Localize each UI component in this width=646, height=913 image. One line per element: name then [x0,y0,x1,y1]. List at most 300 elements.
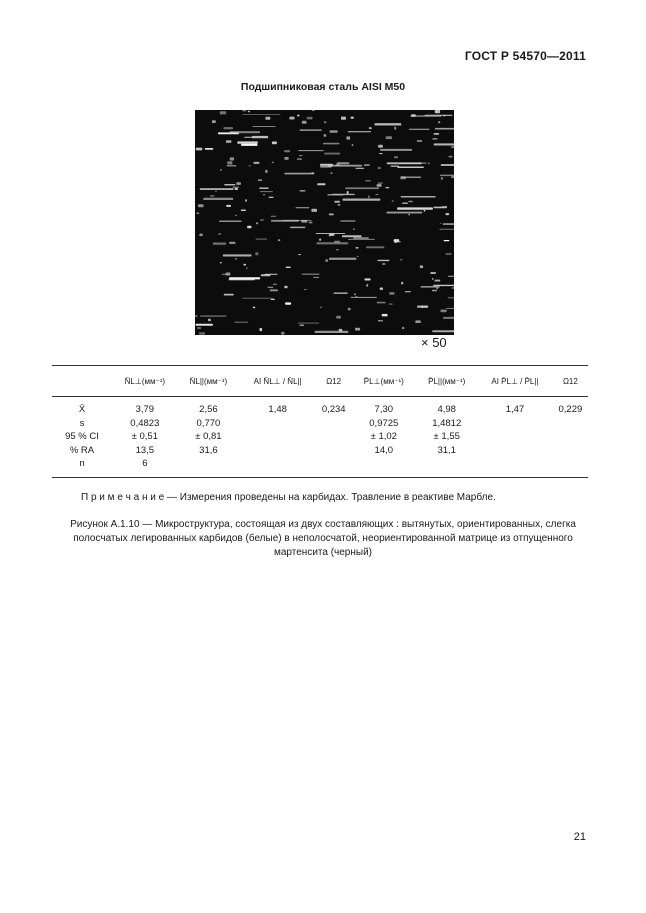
carbide-streak [284,173,314,175]
carbide-streak [278,239,281,241]
carbide-streak [433,285,454,286]
carbide-streak [338,204,341,205]
carbide-streak [348,131,371,132]
carbide-streak [273,284,277,285]
carbide-streak [394,156,398,158]
carbide-streak [347,191,349,194]
carbide-streak [447,297,454,298]
carbide-streak [237,141,258,143]
carbide-streak [220,169,222,171]
header-cell: P̄L⊥(мм⁻¹) [351,366,416,397]
carbide-streak [270,289,278,291]
carbide-streak [271,299,275,300]
carbide-streak [246,268,248,269]
table-row [52,457,588,477]
carbide-streak [451,146,454,148]
carbide-streak [269,197,274,198]
table-row [52,430,588,444]
carbide-streak [420,265,423,268]
carbide-streak [256,222,258,224]
carbide-streak [289,117,294,120]
row-label: X̄ [78,404,86,416]
carbide-streak [307,117,313,120]
carbide-streak [271,220,299,222]
carbide-streak [298,150,324,151]
carbide-streak [394,127,396,130]
carbide-streak [254,162,260,164]
carbide-streak [317,242,349,244]
carbide-streak [220,262,222,263]
header-cell: AI P̄L⊥ / P̄L|| [477,366,553,397]
table-cell [553,430,588,444]
table-cell: 3,79 [135,404,155,416]
carbide-streak [199,234,203,237]
header-cell: AI N̄L⊥ / N̄L|| [239,366,316,397]
carbide-streak [271,216,276,217]
magnification-label: × 50 [421,335,447,350]
carbide-streak [272,162,274,163]
carbide-streak [311,209,317,212]
carbide-streak [309,222,313,224]
table-cell: 0,229 [558,404,583,416]
carbide-streak [424,210,426,212]
table-cell [239,444,316,458]
table-cell [316,417,351,431]
carbide-streak [421,286,440,288]
carbide-streak [378,183,383,184]
carbide-streak [233,187,239,189]
carbide-streak [357,256,359,257]
carbide-streak [378,167,381,168]
table-row [52,417,588,431]
carbide-streak [226,273,231,276]
carbide-streak [354,293,356,295]
carbide-streak [313,277,319,278]
carbide-streak [196,213,199,214]
carbide-streak [236,182,241,185]
carbide-streak [368,195,370,198]
figure-caption: Рисунок А.1.10 — Микроструктура, состоящая из двух составляющих : вытянутых, ориентированных, слегка полосчатых легированных карбидов (белые) в неполосчатой, неориентированной матрице из отпущенного мартенсита (черный) [70,519,576,558]
header-cell: Ω12 [316,366,351,397]
carbide-streak [197,327,201,328]
carbide-streak [241,210,246,212]
carbide-streak [415,320,421,323]
table-cell: 6 [112,457,178,477]
carbide-streak [408,201,413,202]
carbide-streak [234,322,248,323]
carbide-streak [401,196,436,197]
carbide-streak [304,289,307,290]
carbide-streak [440,223,442,224]
carbide-streak [438,121,440,123]
carbide-streak [227,165,237,166]
carbide-streak [230,131,260,133]
carbide-streak [285,302,291,304]
table-row [52,397,588,417]
carbide-streak [369,127,372,129]
carbide-streak [440,175,454,177]
carbide-streak [286,267,291,268]
carbide-streak [441,164,454,166]
carbide-streak [334,241,340,243]
carbide-streak [443,317,454,319]
carbide-streak [223,127,233,129]
carbide-streak [199,332,205,334]
carbide-streak [235,215,237,216]
carbide-streak [332,194,355,195]
table-cell: 1,48 [268,404,287,416]
table-cell [316,444,351,458]
carbide-streak [378,320,383,322]
carbide-streak [330,130,338,132]
carbide-streak [345,187,379,189]
carbide-streak [252,126,275,127]
carbide-streak [300,129,322,131]
carbide-streak [334,292,348,294]
table-cell [316,457,351,477]
table-cell: 1,4812 [432,417,462,429]
carbide-streak [215,191,217,192]
carbide-streak [435,110,440,113]
carbide-streak [260,328,263,331]
table-cell: 13,5 [135,444,155,456]
carbide-streak [341,117,346,120]
carbide-streak [284,150,290,152]
carbide-streak [263,194,265,195]
carbide-streak [446,213,450,215]
table-cell: 4,98 [437,404,456,416]
carbide-streak [397,207,433,209]
table-cell [553,457,588,477]
carbide-streak [397,167,424,169]
table-cell [351,457,416,477]
carbide-streak [245,199,247,202]
carbide-streak [386,136,392,139]
carbide-streak [312,110,315,111]
carbide-streak [208,319,211,322]
carbide-streak [226,205,231,207]
carbide-streak [408,214,410,216]
carbide-streak [366,246,384,248]
carbide-streak [337,162,350,164]
header-cell: Ω12 [553,366,588,397]
carbide-streak [348,308,351,311]
table-cell [178,457,240,477]
carbide-streak [325,259,328,262]
carbide-streak [446,253,452,254]
table-cell [553,444,588,458]
table-cell [553,417,588,431]
carbide-streak [200,316,227,317]
carbide-streak [247,226,251,229]
carbide-streak [260,191,273,192]
carbide-streak [432,290,437,291]
carbide-streak [252,136,268,138]
table-cell [239,430,316,444]
header-cell: N̄L||(мм⁻¹) [178,366,240,397]
row-label: 95 % CI [65,431,99,443]
table-cell: ± 1,02 [370,431,397,443]
table-cell [477,417,553,431]
carbide-streak [382,314,388,317]
carbide-streak [452,287,454,289]
carbide-streak [218,233,221,234]
table-cell [477,430,553,444]
carbide-streak [402,327,405,329]
carbide-streak [394,239,400,242]
table-cell [239,457,316,477]
carbide-streak [229,279,255,280]
carbide-streak [196,148,203,151]
table-cell: 1,47 [505,404,525,416]
carbide-streak [297,115,300,117]
carbide-streak [259,188,269,189]
carbide-streak [298,323,320,324]
carbide-streak [300,190,306,191]
carbide-streak [320,307,322,308]
carbide-streak [284,157,288,160]
header-cell: N̄L⊥(мм⁻¹) [112,366,178,397]
carbide-streak [351,117,354,119]
row-label: % RA [69,444,95,456]
carbide-streak [253,307,256,309]
carbide-streak [442,206,448,207]
carbide-streak [400,176,406,179]
table-cell [416,457,477,477]
carbide-streak [205,148,214,150]
carbide-streak [226,140,232,143]
carbide-streak [380,149,412,151]
carbide-streak [212,120,216,123]
table-cell: 14,0 [374,444,394,456]
table-cell [239,417,316,431]
carbide-streak [255,252,258,255]
carbide-streak [389,304,393,305]
carbide-streak [353,229,355,230]
carbide-streak [329,258,356,260]
carbide-streak [224,294,234,296]
carbide-streak [343,199,381,201]
table-cell: ± 1,55 [433,431,460,443]
carbide-streak [451,176,454,178]
carbide-streak [444,240,450,241]
carbide-streak [382,263,385,265]
carbide-streak [248,111,250,113]
carbide-streak [432,278,434,280]
table-cell: 0,770 [196,417,221,429]
carbide-streak [336,316,341,319]
carbide-streak [379,153,383,154]
carbide-streak [355,328,360,331]
carbide-streak [355,247,358,249]
carbide-streak [449,156,453,158]
carbide-streak [300,325,305,326]
carbide-streak [265,117,270,120]
carbide-streak [302,274,320,275]
table-cell [477,444,553,458]
carbide-streak [297,158,302,159]
table-cell: 2,56 [199,404,218,416]
carbide-streak [336,249,339,250]
carbide-streak [432,138,437,140]
carbide-streak [258,180,262,181]
carbide-streak [272,142,277,145]
carbide-streak [203,198,233,200]
table-cell: 7,30 [374,404,394,416]
table-note: П р и м е ч а н и е — Измерения проведены на карбидах. Травление в реактиве Марбле. [81,492,496,503]
carbide-streak [195,315,197,317]
carbide-streak [435,280,441,282]
carbide-streak [235,188,238,190]
carbide-streak [402,203,408,204]
carbide-streak [302,121,307,124]
figure-title: Подшипниковая сталь AISI M50 [240,81,406,93]
header-cell [52,366,112,397]
carbide-streak [355,168,364,169]
table-cell: 0,234 [321,404,346,416]
carbide-streak [400,259,402,260]
carbide-streak [235,258,237,259]
carbide-streak [316,233,346,234]
carbide-streak [351,297,377,298]
carbide-streak [405,291,411,292]
carbide-streak [320,164,333,166]
carbide-streak [196,324,213,326]
carbide-streak [340,220,355,222]
carbide-streak [348,239,375,240]
carbide-streak [299,155,303,156]
table-cell [477,457,553,477]
carbide-streak [430,272,436,273]
carbide-streak [243,264,246,266]
carbide-streak [227,161,232,164]
carbide-streak [296,207,310,208]
carbide-streak [365,278,371,280]
carbide-streak [324,153,340,155]
micrograph-image [195,110,454,335]
carbide-streak [366,284,368,287]
carbide-streak [317,183,325,185]
carbide-streak [346,136,350,139]
table-cell: ± 0,81 [195,431,222,443]
document-id: ГОСТ Р 54570—2011 [464,49,586,63]
carbide-streak [392,200,394,201]
carbide-streak [390,166,399,167]
carbide-streak [229,277,260,279]
header-cell: P̄L||(мм⁻¹) [416,366,477,397]
carbide-streak [443,223,454,224]
carbide-streak [200,188,234,190]
carbide-streak [435,128,454,130]
row-label: n [52,457,112,477]
carbide-streak [352,144,354,146]
carbide-streak [377,184,382,187]
carbide-streak [375,123,402,125]
carbide-streak [242,298,273,299]
measurement-table [52,365,588,478]
carbide-streak [265,170,267,173]
carbide-streak [385,187,389,188]
carbide-streak [213,243,226,245]
carbide-streak [342,235,362,237]
carbide-streak [242,114,280,115]
carbide-streak [386,212,422,214]
carbide-streak [417,306,428,308]
carbide-streak [198,204,204,207]
carbide-streak [411,114,416,116]
carbide-streak [267,287,273,288]
carbide-streak [434,133,440,135]
carbide-streak [432,330,454,332]
carbide-streak [290,227,305,229]
carbide-streak [223,254,252,256]
carbide-streak [210,196,215,197]
carbide-streak [365,180,371,182]
carbide-streak [265,274,278,275]
carbide-streak [439,229,454,230]
table-cell: 31,1 [437,444,456,456]
carbide-streak [375,194,378,195]
table-cell: 31,6 [199,444,218,456]
carbide-streak [428,162,430,164]
carbide-streak [417,140,423,142]
carbide-streak [441,177,443,179]
carbide-streak [301,220,307,223]
carbide-streak [319,239,321,241]
carbide-streak [448,276,454,277]
carbide-streak [256,239,268,240]
carbide-streak [446,308,454,309]
carbide-streak [284,286,287,289]
carbide-streak [224,184,235,186]
table-cell: 0,9725 [369,417,399,429]
carbide-streak [377,302,386,304]
carbide-streak [389,292,394,294]
carbide-streak [380,288,383,290]
row-label: s [79,417,85,429]
carbide-streak [434,143,454,145]
table-header-row [52,366,588,397]
carbide-streak [356,296,358,298]
carbide-streak [353,237,369,239]
carbide-streak [219,221,242,223]
carbide-streak [378,145,383,148]
carbide-streak [281,332,284,335]
table-cell [316,430,351,444]
carbide-streak [409,129,430,130]
carbide-streak [298,254,301,255]
carbide-streak [260,219,264,221]
table-cell: 0,4823 [130,417,160,429]
carbide-streak [401,282,403,285]
carbide-streak [441,310,447,313]
carbide-streak [364,165,370,166]
carbide-streak [315,331,349,333]
table-row [52,444,588,458]
carbide-streak [330,172,332,174]
carbide-streak [242,110,246,111]
carbide-streak [323,143,339,145]
carbide-streak [324,121,327,123]
carbide-streak [248,166,251,167]
carbide-streak [329,214,334,216]
carbide-streak [220,111,226,114]
table-cell: ± 0,51 [131,431,158,443]
carbide-streak [378,260,390,261]
page-number: 21 [573,831,586,843]
carbide-streak [334,201,340,203]
carbide-streak [230,157,234,160]
